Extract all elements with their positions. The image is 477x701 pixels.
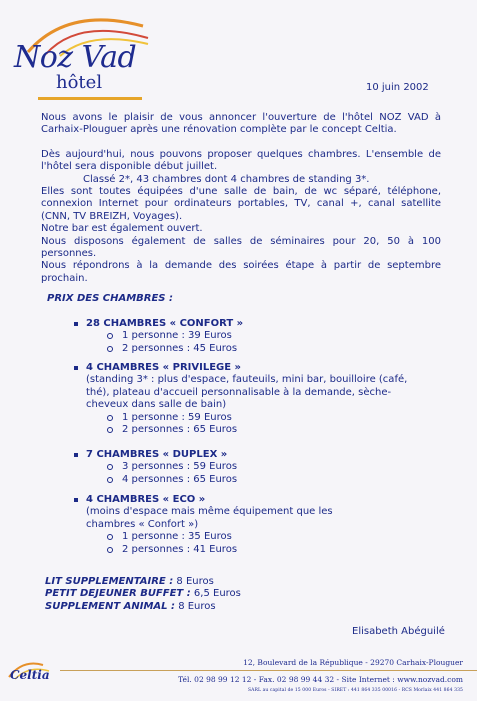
room-description: (standing 3* : plus d'espace, fauteuils, mini bar, bouilloire (café, thé), plateau d'accueil personnalisable à la demande, sèche-cheveux dans salle de bain) <box>86 374 408 411</box>
room-description: (moins d'espace mais même équipement que les chambres « Confort ») <box>86 506 333 530</box>
paragraph-classification: Classé 2*, 43 chambres dont 4 chambres de standing 3*. <box>83 173 370 185</box>
logo-brand-name: Noz Vad <box>14 40 137 75</box>
price-line: 1 personne : 35 Euros <box>74 531 454 543</box>
hotel-logo <box>8 4 158 104</box>
footer-address: 12, Boulevard de la République - 29270 Carhaix-Plouguer <box>243 658 463 667</box>
logo-brand-sub: hôtel <box>56 72 103 93</box>
price-line: 4 personnes : 65 Euros <box>74 474 454 486</box>
extra-bed-value: 8 Euros <box>173 576 214 587</box>
paragraph-seminars: Nous disposons également de salles de séminaires pour 20, 50 à 100 personnes. <box>41 235 441 260</box>
breakfast-label: PETIT DEJEUNER BUFFET : <box>45 588 191 600</box>
breakfast-line <box>45 588 241 600</box>
room-heading: 7 CHAMBRES « DUPLEX » <box>74 449 454 461</box>
paragraph-equipment: Elles sont toutes équipées d'une salle de bain, de wc séparé, téléphone, connexion Internet pour ordinateurs portables, TV, canal +, canal satellite (CNN, TV BREIZH, Voyages). <box>41 186 441 222</box>
pet-label: SUPPLEMENT ANIMAL : <box>45 600 176 612</box>
room-heading: 28 CHAMBRES « CONFORT » <box>74 318 454 330</box>
room-block-confort <box>74 318 454 355</box>
footer-legal: SARL au capital de 15 000 Euros - SIRET : 441 864 335 00016 - RCS Morlaix 441 864 335 <box>247 688 463 693</box>
paragraph-opening: Nous avons le plaisir de vous annoncer l'ouverture de l'hôtel NOZ VAD à Carhaix-Plouguer après une rénovation complète par le concept Celtia. <box>41 112 441 136</box>
logo-underline <box>38 97 142 100</box>
paragraph-evenings: Nous répondrons à la demande des soirées étape à partir de septembre prochain. <box>41 260 441 284</box>
pet-value: 8 Euros <box>175 600 216 612</box>
price-line: 1 personne : 39 Euros <box>74 330 454 342</box>
price-line: 2 personnes : 41 Euros <box>74 544 454 556</box>
room-block-duplex <box>74 449 454 486</box>
letter-date: 10 juin 2002 <box>366 82 429 93</box>
extra-bed-line <box>45 576 241 588</box>
room-heading: 4 CHAMBRES « ECO » <box>74 494 454 506</box>
price-line: 1 personne : 59 Euros <box>74 412 454 424</box>
room-block-privilege <box>74 362 454 436</box>
price-line: 3 personnes : 59 Euros <box>74 461 454 473</box>
price-line: 2 personnes : 45 Euros <box>74 343 454 355</box>
footer-contact: Tél. 02 98 99 12 12 - Fax. 02 98 99 44 32 - Site Internet : www.nozvad.com <box>178 675 463 684</box>
extras-block <box>45 576 241 613</box>
letter-body <box>41 112 441 285</box>
room-heading: 4 CHAMBRES « PRIVILEGE » <box>74 362 454 374</box>
signature: Elisabeth Abéguilé <box>352 626 445 637</box>
room-block-eco <box>74 494 454 556</box>
footer-divider <box>60 670 477 671</box>
extra-bed-label: LIT SUPPLEMENTAIRE : <box>45 576 174 587</box>
pet-line <box>45 601 241 613</box>
price-line: 2 personnes : 65 Euros <box>74 424 454 436</box>
breakfast-value: 6,5 Euros <box>190 588 241 600</box>
paragraph-bar: Notre bar est également ouvert. <box>41 223 203 235</box>
prices-title: PRIX DES CHAMBRES : <box>47 293 173 304</box>
celtia-logo-text: Celtia <box>10 668 50 682</box>
paragraph-availability: Dès aujourd'hui, nous pouvons proposer quelques chambres. L'ensemble de l'hôtel sera disponible début juillet. <box>41 148 441 173</box>
